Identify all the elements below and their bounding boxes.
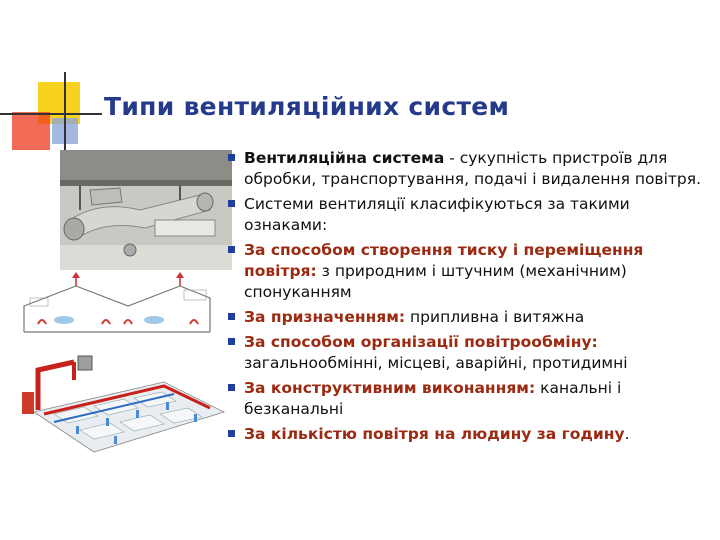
bullet-text: Системи вентиляції класифікуються за такими ознаками: — [244, 195, 630, 234]
bullet-lead: За призначенням: — [244, 308, 406, 326]
bullet-lead: За способом створення тиску і переміщення повітря: — [244, 241, 644, 280]
bullet-marker — [228, 338, 235, 345]
slide-title: Типи вентиляційних систем — [104, 92, 510, 121]
bullet-list — [230, 148, 716, 449]
bullet-definition — [230, 148, 716, 190]
ventilation-plan-3d — [14, 352, 232, 462]
bullet-text: - сукупність пристроїв для обробки, транспортування, подачі і видалення повітря. — [244, 149, 701, 188]
bullet-marker — [228, 200, 235, 207]
bullet-text: з природним і штучним (механічним) спонуканням — [244, 262, 627, 301]
bullet-construction — [230, 378, 716, 420]
building-airflow-diagram — [14, 272, 218, 344]
bullet-purpose — [230, 307, 716, 328]
bullet-classification — [230, 194, 716, 236]
bullet-text: . — [624, 425, 630, 443]
bullet-pressure — [230, 240, 716, 303]
duct-photo — [60, 150, 232, 270]
bullet-text: припливна і витяжна — [405, 308, 585, 326]
bullet-lead: За конструктивним виконанням: — [244, 379, 536, 397]
bullet-lead: За способом організації повітрообміну: — [244, 333, 598, 351]
bullet-lead: Вентиляційна система — [244, 149, 445, 167]
bullet-marker — [228, 430, 235, 437]
bullet-lead: За кількістю повітря на людину за годину — [244, 425, 625, 443]
bullet-text: канальні і безканальні — [244, 379, 622, 418]
bullet-marker — [228, 384, 235, 391]
red-square — [12, 112, 50, 150]
bullet-marker — [228, 154, 235, 161]
bullet-marker — [228, 313, 235, 320]
corner-decoration — [0, 0, 110, 160]
horizontal-line — [0, 113, 102, 115]
bullet-text: загальнообмінні, місцеві, аварійні, протидимні — [244, 354, 628, 372]
bullet-air-exchange — [230, 332, 716, 374]
bullet-air-per-person — [230, 424, 716, 445]
bullet-marker — [228, 246, 235, 253]
